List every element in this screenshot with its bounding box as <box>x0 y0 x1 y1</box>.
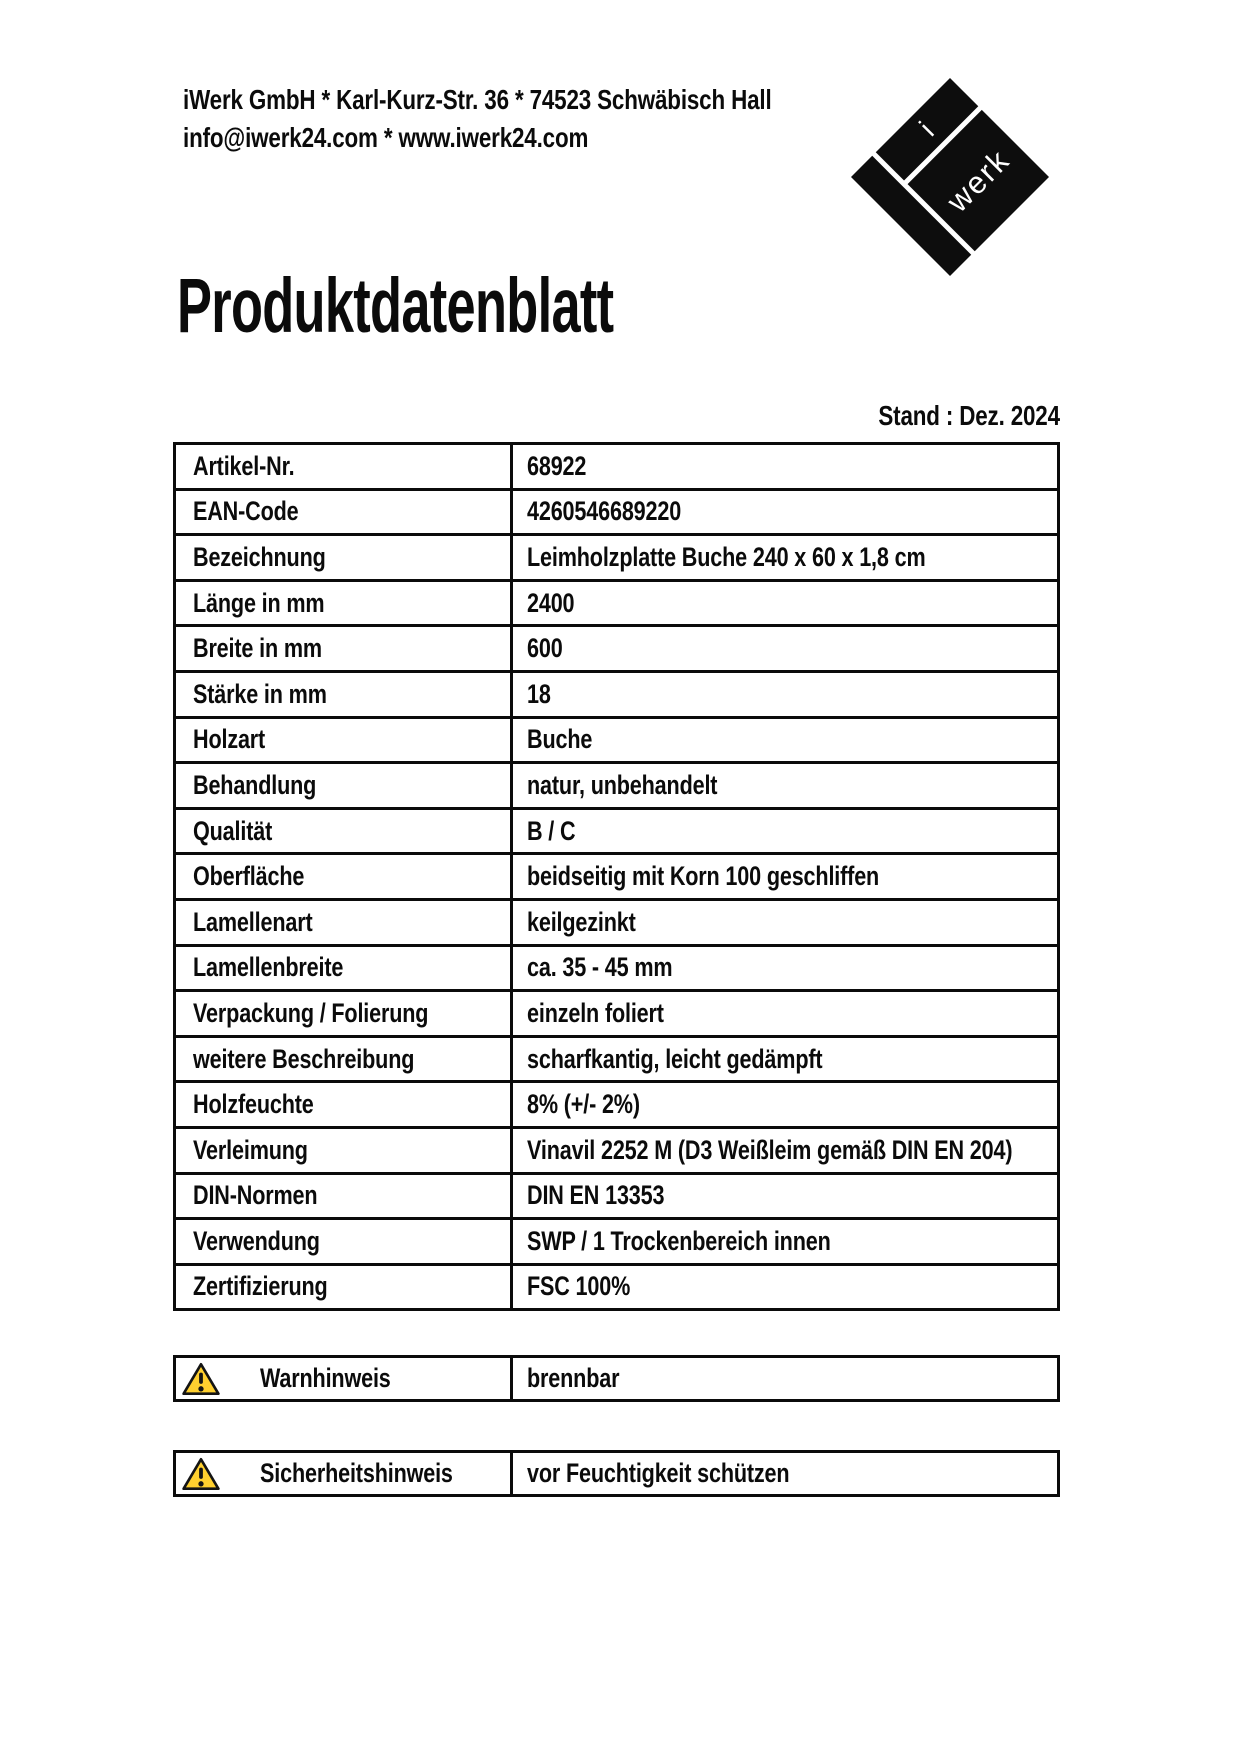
row-value: 4260546689220 <box>527 496 682 527</box>
row-label: Verpackung / Folierung <box>193 997 429 1028</box>
row-label: Holzfeuchte <box>193 1089 314 1120</box>
safety-notice-box <box>173 1450 1060 1497</box>
warning-notice-box <box>173 1355 1060 1402</box>
row-label: Breite in mm <box>193 633 322 664</box>
table-row <box>176 1080 1057 1126</box>
page-title-text: Produktdatenblatt <box>177 263 614 349</box>
table-row <box>176 761 1057 807</box>
row-label: Oberfläche <box>193 861 305 892</box>
table-row-value-cell <box>510 1083 1057 1126</box>
warning-label-cell <box>176 1358 510 1399</box>
table-row <box>176 624 1057 670</box>
table-row-value-cell <box>510 673 1057 716</box>
table-row-value-cell <box>510 855 1057 898</box>
row-value: 600 <box>527 633 563 664</box>
table-row <box>176 488 1057 534</box>
row-label: Bezeichnung <box>193 541 326 572</box>
table-row-value-cell <box>510 1038 1057 1081</box>
table-row-value-cell <box>510 1129 1057 1172</box>
table-row-value-cell <box>510 992 1057 1035</box>
table-row-value-cell <box>510 582 1057 625</box>
safety-label-cell <box>176 1453 510 1494</box>
row-value: DIN EN 13353 <box>527 1180 665 1211</box>
row-value: 8% (+/- 2%) <box>527 1089 640 1120</box>
row-label: weitere Beschreibung <box>193 1043 415 1074</box>
table-row-value-cell <box>510 810 1057 853</box>
row-value: einzeln foliert <box>527 997 664 1028</box>
table-row-value-cell <box>510 445 1057 488</box>
row-value: B / C <box>527 815 576 846</box>
row-label: EAN-Code <box>193 496 299 527</box>
table-row-label-cell <box>176 947 510 990</box>
table-row <box>176 944 1057 990</box>
table-row-label-cell <box>176 1083 510 1126</box>
row-value: keilgezinkt <box>527 906 636 937</box>
logo-word-werk: werk <box>908 110 1049 251</box>
sender-contact-text: info@iwerk24.com * www.iwerk24.com <box>183 122 589 153</box>
page-title <box>177 262 819 351</box>
table-row <box>176 852 1057 898</box>
table-row-label-cell <box>176 719 510 762</box>
row-value: Leimholzplatte Buche 240 x 60 x 1,8 cm <box>527 541 926 572</box>
spec-table <box>173 442 1060 1311</box>
sender-address-line <box>183 84 919 116</box>
row-value: 68922 <box>527 450 587 481</box>
row-value: SWP / 1 Trockenbereich innen <box>527 1225 831 1256</box>
row-value: 2400 <box>527 587 575 618</box>
table-row-value-cell <box>510 627 1057 670</box>
row-label: Verleimung <box>193 1134 308 1165</box>
row-label: DIN-Normen <box>193 1180 318 1211</box>
table-row-value-cell <box>510 1266 1057 1309</box>
safety-value-cell <box>510 1453 1057 1494</box>
table-row-label-cell <box>176 491 510 534</box>
table-row-label-cell <box>176 1129 510 1172</box>
table-row <box>176 445 1057 488</box>
sender-contact-line <box>183 122 690 154</box>
row-label: Lamellenbreite <box>193 952 344 983</box>
table-row-label-cell <box>176 673 510 716</box>
warning-value-cell <box>510 1358 1057 1399</box>
warning-label: Warnhinweis <box>260 1363 391 1393</box>
table-row <box>176 1172 1057 1218</box>
table-row-value-cell <box>510 719 1057 762</box>
table-row-label-cell <box>176 992 510 1035</box>
revision-date <box>833 400 1060 432</box>
table-row-label-cell <box>176 445 510 488</box>
table-row-label-cell <box>176 1220 510 1263</box>
table-row-label-cell <box>176 627 510 670</box>
table-row-value-cell <box>510 901 1057 944</box>
table-row-label-cell <box>176 901 510 944</box>
row-label: Verwendung <box>193 1225 320 1256</box>
table-row-value-cell <box>510 764 1057 807</box>
row-value: scharfkantig, leicht gedämpft <box>527 1043 823 1074</box>
table-row-value-cell <box>510 536 1057 579</box>
row-value: Vinavil 2252 M (D3 Weißleim gemäß DIN EN 204) <box>527 1134 1013 1165</box>
warning-value: brennbar <box>527 1363 620 1393</box>
table-row <box>176 579 1057 625</box>
table-row-label-cell <box>176 764 510 807</box>
table-row-label-cell <box>176 1175 510 1218</box>
table-row <box>176 533 1057 579</box>
row-value: ca. 35 - 45 mm <box>527 952 673 983</box>
table-row <box>176 716 1057 762</box>
table-row-label-cell <box>176 1038 510 1081</box>
table-row <box>176 1126 1057 1172</box>
row-label: Lamellenart <box>193 906 313 937</box>
table-row-label-cell <box>176 582 510 625</box>
row-value: 18 <box>527 678 551 709</box>
table-row-label-cell <box>176 1266 510 1309</box>
row-label: Qualität <box>193 815 273 846</box>
safety-value: vor Feuchtigkeit schützen <box>527 1458 790 1488</box>
safety-label: Sicherheitshinweis <box>260 1458 453 1488</box>
row-label: Behandlung <box>193 769 317 800</box>
table-row-value-cell <box>510 1175 1057 1218</box>
table-row <box>176 1263 1057 1309</box>
row-label: Zertifizierung <box>193 1271 328 1302</box>
table-row-label-cell <box>176 810 510 853</box>
sender-address-text: iWerk GmbH * Karl-Kurz-Str. 36 * 74523 Schwäbisch Hall <box>183 84 772 115</box>
revision-date-text: Stand : Dez. 2024 <box>878 400 1060 431</box>
table-row-value-cell <box>510 1220 1057 1263</box>
row-value: Buche <box>527 724 593 755</box>
table-row <box>176 898 1057 944</box>
table-row <box>176 807 1057 853</box>
row-label: Artikel-Nr. <box>193 450 295 481</box>
row-value: FSC 100% <box>527 1271 631 1302</box>
table-row <box>176 670 1057 716</box>
warning-triangle-icon <box>182 1457 220 1491</box>
table-row-value-cell <box>510 947 1057 990</box>
row-label: Länge in mm <box>193 587 325 618</box>
row-label: Holzart <box>193 724 266 755</box>
row-value: beidseitig mit Korn 100 geschliffen <box>527 861 880 892</box>
table-row <box>176 1217 1057 1263</box>
warning-triangle-icon <box>182 1362 220 1396</box>
row-value: natur, unbehandelt <box>527 769 718 800</box>
table-row-value-cell <box>510 491 1057 534</box>
table-row-label-cell <box>176 536 510 579</box>
table-row <box>176 1035 1057 1081</box>
logo-letter-i: i <box>876 78 979 181</box>
row-label: Stärke in mm <box>193 678 327 709</box>
table-row-label-cell <box>176 855 510 898</box>
table-row <box>176 989 1057 1035</box>
